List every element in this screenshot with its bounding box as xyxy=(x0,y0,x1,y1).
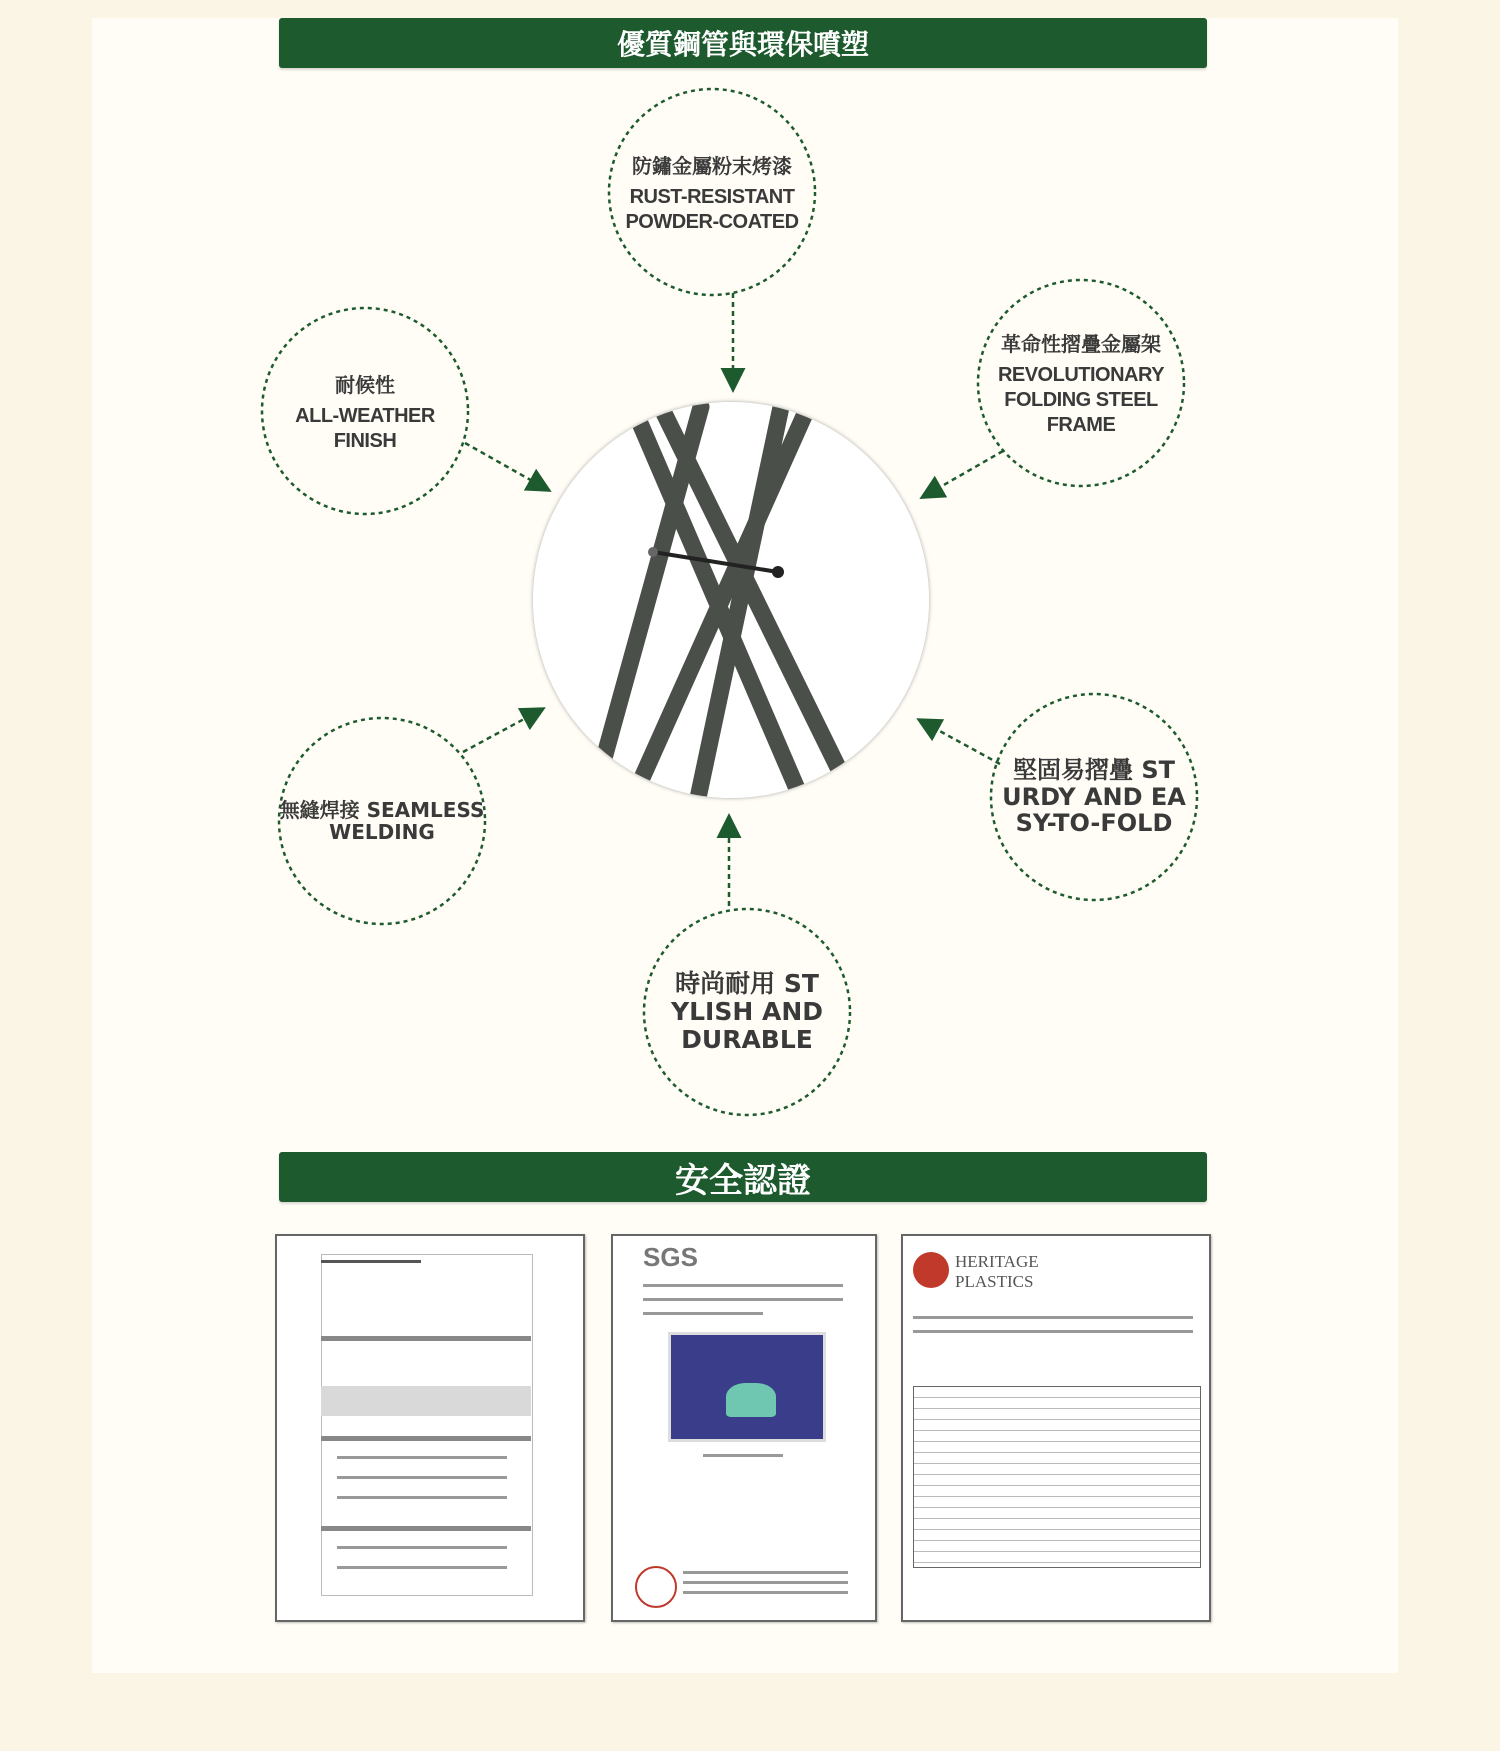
document-form xyxy=(321,1254,533,1596)
feature-en-line: REVOLUTIONARY xyxy=(997,364,1165,386)
feature-all-weather xyxy=(262,308,468,514)
substance-table xyxy=(913,1386,1201,1568)
feature-en-line: RUST-RESISTANT xyxy=(629,185,795,208)
steel-frame-image xyxy=(533,402,929,798)
arrow-bottom-right xyxy=(925,723,1000,764)
feature-en-line: ALL-WEATHER xyxy=(295,404,435,427)
arrow-bottom-left xyxy=(463,712,537,752)
feature-zh: 革命性摺疊金屬架 xyxy=(1001,332,1161,356)
feature-text: 無縫焊接 SEAMLESS WELDING xyxy=(279,797,485,844)
stamp-icon xyxy=(635,1566,677,1608)
feature-sturdy-folding xyxy=(991,694,1197,900)
arrow-left xyxy=(465,443,543,487)
feature-en-line: FINISH xyxy=(333,429,397,452)
section-title-steel: 優質鋼管與環保噴塑 xyxy=(279,18,1207,68)
certificate-document-heritage xyxy=(901,1234,1211,1622)
feature-en-line: FRAME xyxy=(1046,414,1116,436)
feature-en-line: FOLDING STEEL xyxy=(1004,389,1158,411)
sgs-logo: SGS xyxy=(643,1242,698,1272)
feature-text: 時尚耐用 ST YLISH AND DURABLE xyxy=(671,969,823,1054)
heritage-name-line1: HERITAGE xyxy=(955,1252,1039,1271)
feature-stylish-durable xyxy=(644,909,850,1115)
feature-zh: 防鏽金屬粉末烤漆 xyxy=(632,153,792,178)
feature-en-line: POWDER-COATED xyxy=(625,210,799,233)
feature-zh: 耐候性 xyxy=(335,372,395,397)
feature-rust-resistant xyxy=(609,89,815,295)
folding-frame-graphic xyxy=(533,402,929,798)
feature-seamless-welding xyxy=(279,718,485,924)
lab-sample-photo xyxy=(668,1332,826,1442)
section-title-safety: 安全認證 xyxy=(279,1152,1207,1202)
arrow-right xyxy=(928,451,1003,494)
feature-folding-frame xyxy=(978,280,1184,486)
certificate-document-1 xyxy=(275,1234,585,1622)
heritage-logo-icon xyxy=(913,1252,949,1288)
certificate-document-sgs xyxy=(611,1234,877,1622)
heritage-name-line2: PLASTICS xyxy=(955,1272,1034,1291)
feature-text: 堅固易摺疊 ST URDY AND EA SY-TO-FOLD xyxy=(1002,755,1186,838)
